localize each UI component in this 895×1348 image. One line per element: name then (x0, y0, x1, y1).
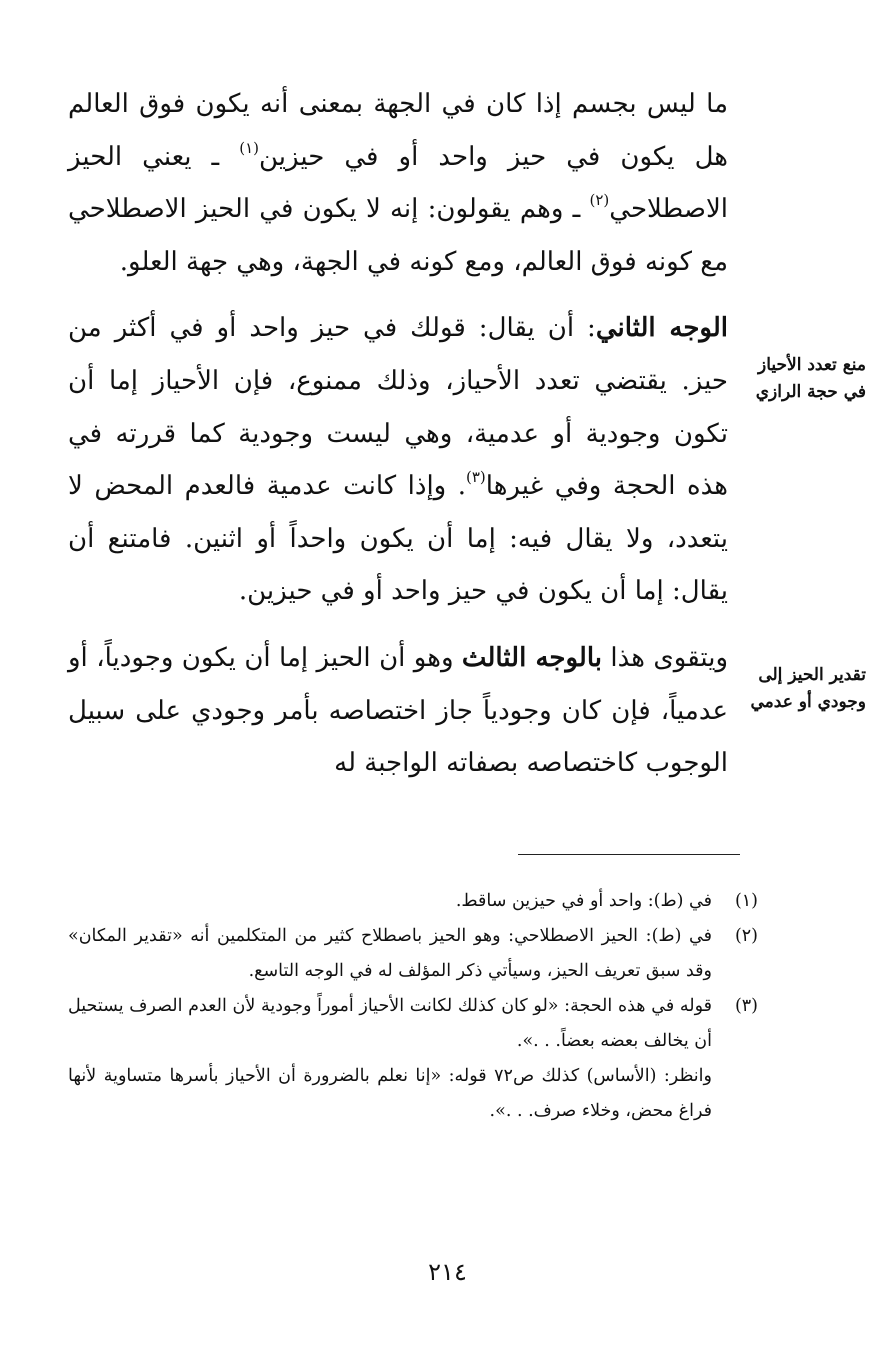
footnote-separator (518, 854, 740, 855)
footnote-ref-2[interactable]: (٢) (589, 191, 610, 210)
footnote-text: في (ط): واحد أو في حيزين ساقط. (455, 891, 712, 911)
paragraph-text: : أن يقال: قولك في حيز واحد أو في أكثر من حيز. يقتضي تعدد الأحياز، وذلك ممنوع، فإن الأحياز إما أن تكون وجودية أو عدمية، وهي ليست وجودية كما قررته في هذه الحجة وفي غيرها (68, 313, 728, 502)
paragraph-text: ما ليس بجسم إذا كان في الجهة بمعنى أنه يكون فوق العالم هل يكون في حيز واحد أو في حيزين (68, 89, 728, 172)
footnote-text: في (ط): الحيز الاصطلاحي: وهو الحيز باصطلاح كثير من المتكلمين أنه «تقدير المكان» وقد سبق تعريف الحيز، وسيأتي ذكر المؤلف له في الوجه التاسع. (68, 926, 712, 981)
paragraph-text: . وإذا كانت عدمية فالعدم المحض لا يتعدد، ولا يقال فيه: إما أن يكون واحداً أو اثنين. فامتنع أن يقال: إما أن يكون في حيز واحد أو في حيزين. (68, 471, 728, 607)
paragraph-1 (68, 78, 728, 288)
main-text (68, 78, 728, 790)
footnotes (68, 884, 758, 1129)
paragraph-3 (68, 632, 728, 790)
paragraph-text: وهو أن الحيز إما أن يكون وجودياً، أو عدمياً، فإن كان وجودياً جاز اختصاصه بأمر وجودي على سبيل الوجوب كاختصاصه بصفاته الواجبة له (68, 642, 728, 779)
paragraph-text: ـ يعني الحيز الاصطلاحي (68, 141, 728, 225)
footnote-1 (68, 884, 758, 919)
footnote-3 (68, 989, 758, 1059)
margin-note-1: منع تعدد الأحياز في حجة الرازي (755, 355, 866, 402)
footnote-ref-3[interactable]: (٣) (466, 468, 486, 487)
section-heading-second-aspect: الوجه الثاني (595, 313, 728, 344)
footnote-text: قوله في هذه الحجة: «لو كان كذلك لكانت الأحياز أموراً وجودية لأن العدم الصرف يستحيل أن يخالف بعضه بعضاً. . .». (68, 996, 712, 1051)
footnote-ref-1[interactable]: (١) (239, 138, 259, 157)
page-number: ٢١٤ (428, 1258, 467, 1286)
footnote-2 (68, 919, 758, 989)
footnote-number: (١) (734, 891, 758, 911)
margin-note-2: تقدير الحيز إلى وجودي أو عدمي (750, 665, 866, 712)
footnote-number: (٢) (734, 926, 758, 946)
paragraph-2 (68, 302, 728, 618)
footnote-3-continuation: وانظر: (الأساس) كذلك ص٧٢ قوله: «إنا نعلم بالضرورة أن الأحياز بأسرها متساوية لأنها فراغ محض، وخلاء صرف. . .». (68, 1066, 712, 1121)
paragraph-text: ويتقوى هذا (602, 642, 728, 673)
section-heading-third-aspect: بالوجه الثالث (461, 642, 603, 673)
paragraph-text: ـ وهم يقولون: إنه لا يكون في الحيز الاصطلاحي مع كونه فوق العالم، ومع كونه في الجهة، وهي جهة العلو. (68, 194, 728, 277)
footnote-number: (٣) (734, 996, 758, 1016)
